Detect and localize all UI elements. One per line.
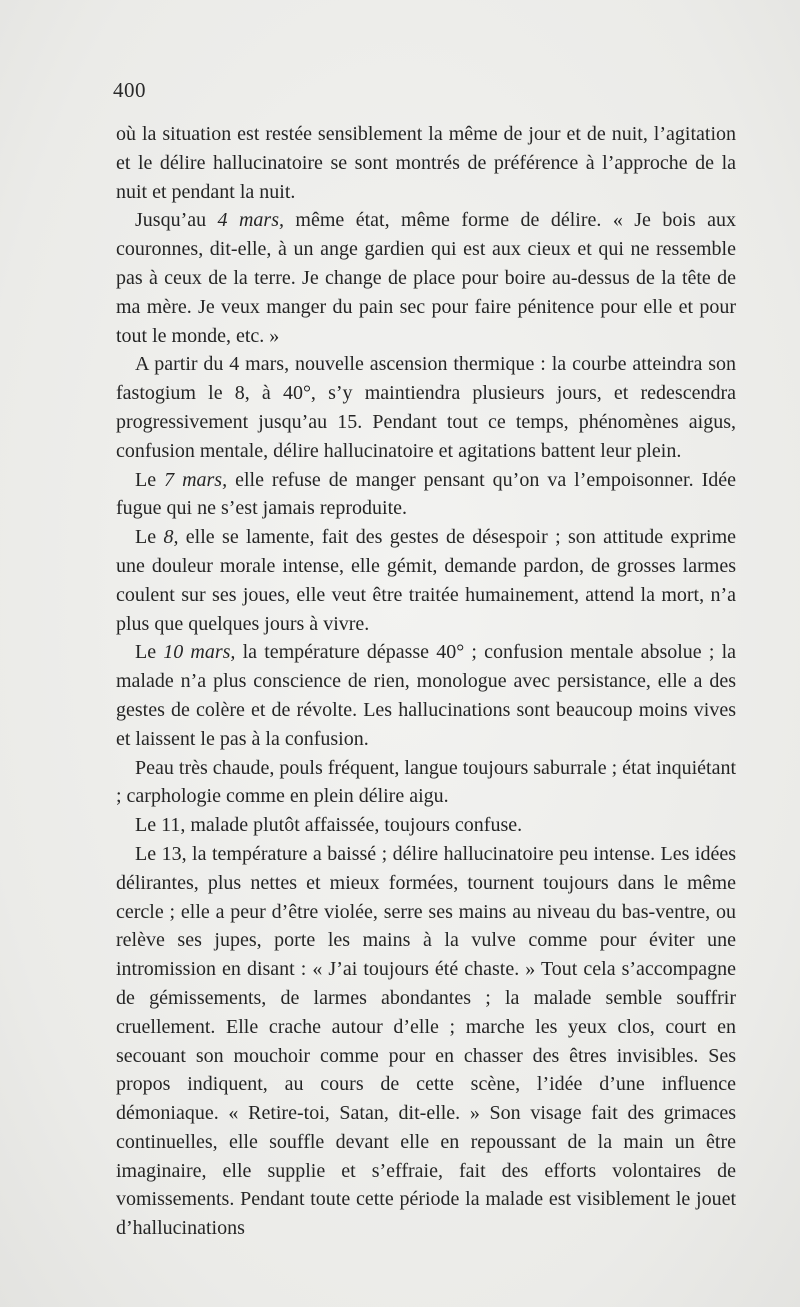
text-run: même état, même forme de délire. « Je bois aux couronnes, dit-elle, à un ange gardien qui est aux cieux et qui ne ressemble pas à ceux de la terre. Je change de place pour boire au-dessus de la tête de ma mère. Je veux manger du pain sec pour faire pénitence pour elle et pour tout le monde, etc. » (116, 209, 736, 347)
paragraph (116, 206, 736, 350)
paragraph (116, 523, 736, 638)
paragraph (116, 350, 736, 465)
body-text (116, 120, 736, 1243)
text-run: Le 11, malade plutôt affaissée, toujours confuse. (135, 814, 523, 837)
text-run: Le 13, la température a baissé ; délire hallucinatoire peu intense. Les idées délirantes, plus nettes et mieux formées, tournent toujours dans le même cercle ; elle a peur d’être violée, serre ses mains au niveau du bas-ventre, ou relève ses jupes, porte les mains à la vulve comme pour éviter une intromission en disant : « J’ai toujours été chaste. » Tout cela s’accompagne de gémissements, de larmes abondantes ; la malade semble souffrir cruellement. Elle crache autour d’elle ; marche les yeux clos, court en secouant son mouchoir comme pour en chasser des êtres invisibles. Ses propos indiquent, au cours de cette scène, l’idée d’une influence démoniaque. « Retire-toi, Satan, dit-elle. » Son visage fait des grimaces continuelles, elle souffle devant elle en repoussant de la main un être imaginaire, elle supplie et s’effraie, fait des efforts volontaires de vomissements. Pendant toute cette période la malade est visiblement le jouet d’hallucinations (116, 842, 736, 1240)
text-run: elle se lamente, fait des gestes de désespoir ; son attitude exprime une douleur morale intense, elle gémit, demande pardon, de grosses larmes coulent sur ses joues, elle veut être traitée humainement, attend la mort, n’a plus que quelques jours à vivre. (116, 526, 736, 635)
paragraph (116, 811, 736, 840)
date-emphasis: 7 mars, (164, 468, 228, 491)
paragraph (116, 840, 736, 1243)
paragraph (116, 120, 736, 206)
text-run: Jusqu’au (135, 209, 218, 232)
text-run: Peau très chaude, pouls fréquent, langue toujours saburrale ; état inquiétant ; carphologie comme en plein délire aigu. (116, 756, 736, 808)
text-run: A partir du 4 mars, nouvelle ascension thermique : la courbe atteindra son fastogium le 8, à 40°, s’y maintiendra plusieurs jours, et redescendra progressivement jusqu’au 15. Pendant tout ce temps, phénomènes aigus, confusion mentale, délire hallucinatoire et agitations battent leur plein. (116, 353, 736, 462)
paragraph (116, 638, 736, 753)
text-run: Le (135, 468, 165, 491)
text-run: elle refuse de manger pensant qu’on va l’empoisonner. Idée fugue qui ne s’est jamais reproduite. (116, 468, 737, 520)
paragraph (116, 754, 736, 812)
text-run: où la situation est restée sensiblement la même de jour et de nuit, l’agitation et le délire hallucinatoire se sont montrés de préférence à l’approche de la nuit et pendant la nuit. (116, 123, 736, 203)
paragraph (116, 466, 736, 524)
text-run: la température dépasse 40° ; confusion mentale absolue ; la malade n’a plus conscience de rien, monologue avec persistance, elle a des gestes de colère et de révolte. Les hallucinations sont beaucoup moins vives et laissent le pas à la confusion. (116, 641, 736, 750)
date-emphasis: 4 mars, (217, 209, 284, 232)
text-run: Le (135, 641, 164, 664)
text-run: Le (135, 526, 164, 549)
page-number: 400 (113, 78, 146, 102)
date-emphasis: 8, (163, 526, 179, 549)
date-emphasis: 10 mars, (163, 641, 236, 664)
